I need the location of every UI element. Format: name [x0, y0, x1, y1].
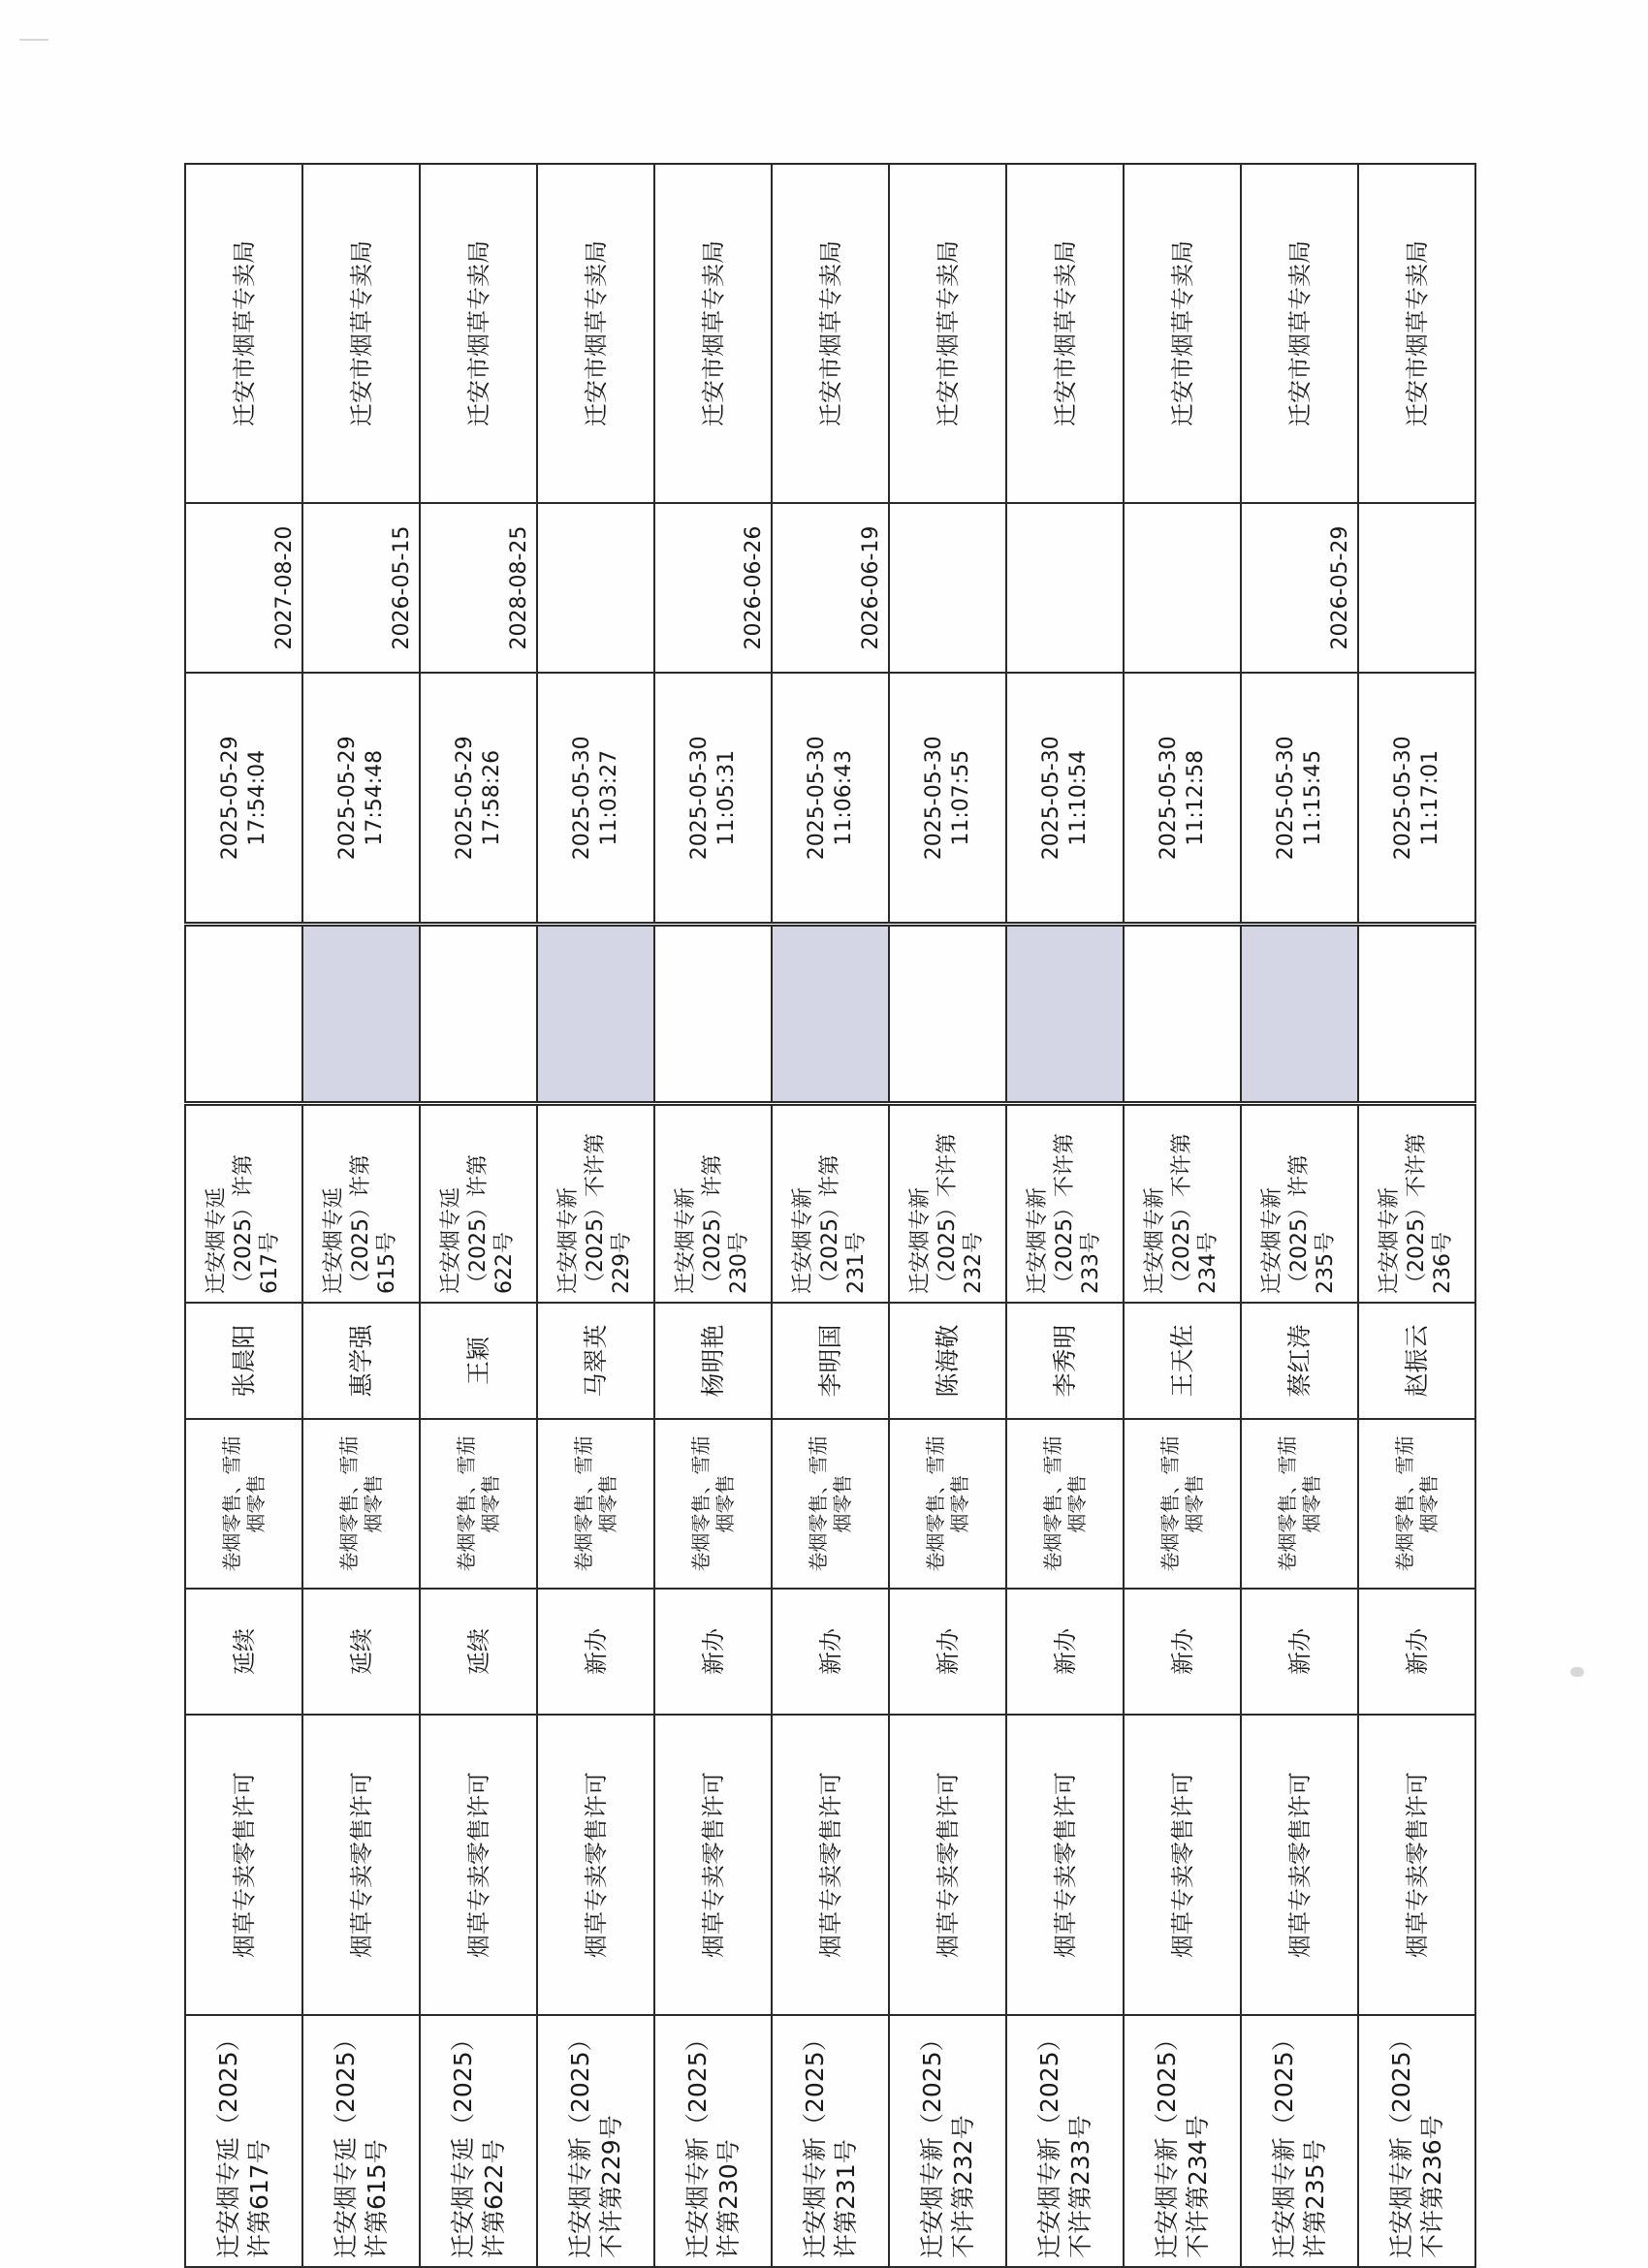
table-row [772, 164, 889, 2267]
decision-datetime-cell [302, 673, 420, 925]
table-row [537, 164, 654, 2267]
license-name-cell: 烟草专卖零售许可 [1358, 1715, 1475, 2015]
marker-cell [420, 925, 537, 1104]
license-name-cell: 烟草专卖零售许可 [1006, 1715, 1124, 2015]
issuing-authority-cell: 迁安市烟草专卖局 [185, 164, 302, 503]
table-row [1241, 164, 1358, 2267]
business-scope-cell: 卷烟零售、雪茄烟零售 [654, 1419, 772, 1589]
application-type-cell: 延续 [302, 1589, 420, 1715]
decision-document-cell: 迁安烟专延（2025）许第622号 [420, 1104, 537, 1303]
decision-datetime-cell [654, 673, 772, 925]
decision-document-cell: 迁安烟专新（2025）不许第234号 [1124, 1104, 1241, 1303]
decision-date: 2025-05-30 [805, 736, 829, 861]
table-row [1358, 164, 1475, 2267]
decision-date: 2025-05-30 [1274, 736, 1298, 861]
license-number-cell: 迁安烟专新（2025）许第235号 [1241, 2015, 1358, 2267]
license-name-cell: 烟草专卖零售许可 [537, 1715, 654, 2015]
expiry-date-cell: 2026-05-29 [1241, 503, 1358, 673]
decision-date: 2025-05-30 [1157, 736, 1181, 861]
marker-cell [1241, 925, 1358, 1104]
scan-edge-mark [1570, 1667, 1584, 1677]
decision-date: 2025-05-30 [922, 736, 946, 861]
expiry-date-cell: 2026-06-19 [772, 503, 889, 673]
decision-document-cell: 迁安烟专新（2025）许第231号 [772, 1104, 889, 1303]
business-scope-cell: 卷烟零售、雪茄烟零售 [1006, 1419, 1124, 1589]
decision-date: 2025-05-29 [218, 736, 242, 861]
marker-cell [1006, 925, 1124, 1104]
license-number-cell: 迁安烟专延（2025）许第617号 [185, 2015, 302, 2267]
rotated-table-wrapper [184, 165, 1456, 2268]
license-holder-cell: 陈海敬 [889, 1303, 1006, 1419]
table-row [1006, 164, 1124, 2267]
decision-time: 11:07:55 [948, 749, 973, 846]
decision-time: 11:10:54 [1065, 749, 1091, 846]
decision-date: 2025-05-29 [453, 736, 477, 861]
issuing-authority-cell: 迁安市烟草专卖局 [1241, 164, 1358, 503]
license-name-cell: 烟草专卖零售许可 [185, 1715, 302, 2015]
license-name-cell: 烟草专卖零售许可 [1241, 1715, 1358, 2015]
expiry-date-cell [1124, 503, 1241, 673]
decision-time: 11:05:31 [713, 749, 739, 846]
license-holder-cell: 王天佐 [1124, 1303, 1241, 1419]
decision-datetime-cell [185, 673, 302, 925]
business-scope-cell: 卷烟零售、雪茄烟零售 [537, 1419, 654, 1589]
license-number-cell: 迁安烟专新（2025）不许第232号 [889, 2015, 1006, 2267]
decision-datetime-cell [1358, 673, 1475, 925]
application-type-cell: 新办 [889, 1589, 1006, 1715]
business-scope-cell: 卷烟零售、雪茄烟零售 [1241, 1419, 1358, 1589]
application-type-cell: 延续 [420, 1589, 537, 1715]
application-type-cell: 新办 [654, 1589, 772, 1715]
application-type-cell: 新办 [1241, 1589, 1358, 1715]
issuing-authority-cell: 迁安市烟草专卖局 [889, 164, 1006, 503]
license-number-cell: 迁安烟专新（2025）许第231号 [772, 2015, 889, 2267]
issuing-authority-cell: 迁安市烟草专卖局 [1006, 164, 1124, 503]
license-holder-cell: 赵振云 [1358, 1303, 1475, 1419]
decision-time: 11:06:43 [831, 749, 856, 846]
decision-document-cell: 迁安烟专延（2025）许第617号 [185, 1104, 302, 1303]
table-row [302, 164, 420, 2267]
license-name-cell: 烟草专卖零售许可 [420, 1715, 537, 2015]
decision-time: 11:15:45 [1300, 749, 1325, 846]
table-row [654, 164, 772, 2267]
decision-time: 11:17:01 [1417, 749, 1442, 846]
decision-datetime-cell [1241, 673, 1358, 925]
license-name-cell: 烟草专卖零售许可 [772, 1715, 889, 2015]
decision-date: 2025-05-30 [570, 736, 594, 861]
business-scope-cell: 卷烟零售、雪茄烟零售 [302, 1419, 420, 1589]
license-holder-cell: 李秀明 [1006, 1303, 1124, 1419]
decision-time: 17:58:26 [479, 749, 504, 846]
decision-datetime-cell [772, 673, 889, 925]
expiry-date-cell [1358, 503, 1475, 673]
business-scope-cell: 卷烟零售、雪茄烟零售 [1124, 1419, 1241, 1589]
decision-time: 17:54:48 [362, 749, 387, 846]
license-number-cell: 迁安烟专新（2025）不许第229号 [537, 2015, 654, 2267]
issuing-authority-cell: 迁安市烟草专卖局 [772, 164, 889, 503]
decision-document-cell: 迁安烟专新（2025）不许第232号 [889, 1104, 1006, 1303]
table-row [420, 164, 537, 2267]
decision-time: 11:12:58 [1183, 749, 1208, 846]
decision-document-cell: 迁安烟专新（2025）许第235号 [1241, 1104, 1358, 1303]
marker-cell [537, 925, 654, 1104]
decision-date: 2025-05-30 [687, 736, 712, 861]
marker-cell [772, 925, 889, 1104]
license-number-cell: 迁安烟专新（2025）许第230号 [654, 2015, 772, 2267]
expiry-date-cell [537, 503, 654, 673]
application-type-cell: 新办 [537, 1589, 654, 1715]
expiry-date-cell: 2026-05-15 [302, 503, 420, 673]
application-type-cell: 新办 [1124, 1589, 1241, 1715]
marker-cell [889, 925, 1006, 1104]
business-scope-cell: 卷烟零售、雪茄烟零售 [889, 1419, 1006, 1589]
marker-cell [1358, 925, 1475, 1104]
license-number-cell: 迁安烟专延（2025）许第615号 [302, 2015, 420, 2267]
decision-document-cell: 迁安烟专延（2025）许第615号 [302, 1104, 420, 1303]
decision-document-cell: 迁安烟专新（2025）不许第229号 [537, 1104, 654, 1303]
license-name-cell: 烟草专卖零售许可 [302, 1715, 420, 2015]
expiry-date-cell: 2028-08-25 [420, 503, 537, 673]
decision-date: 2025-05-30 [1039, 736, 1063, 861]
application-type-cell: 新办 [1006, 1589, 1124, 1715]
decision-date: 2025-05-29 [335, 736, 360, 861]
decision-time: 17:54:04 [244, 749, 269, 846]
license-number-cell: 迁安烟专新（2025）不许第234号 [1124, 2015, 1241, 2267]
table-row [889, 164, 1006, 2267]
issuing-authority-cell: 迁安市烟草专卖局 [302, 164, 420, 503]
issuing-authority-cell: 迁安市烟草专卖局 [537, 164, 654, 503]
license-holder-cell: 蔡红涛 [1241, 1303, 1358, 1419]
scan-edge-mark [19, 39, 48, 41]
license-name-cell: 烟草专卖零售许可 [889, 1715, 1006, 2015]
expiry-date-cell [889, 503, 1006, 673]
marker-cell [185, 925, 302, 1104]
license-holder-cell: 李明国 [772, 1303, 889, 1419]
table-row [185, 164, 302, 2267]
marker-cell [1124, 925, 1241, 1104]
table-row [1124, 164, 1241, 2267]
issuing-authority-cell: 迁安市烟草专卖局 [420, 164, 537, 503]
license-number-cell: 迁安烟专新（2025）不许第236号 [1358, 2015, 1475, 2267]
decision-document-cell: 迁安烟专新（2025）不许第233号 [1006, 1104, 1124, 1303]
license-table [184, 163, 1476, 2268]
business-scope-cell: 卷烟零售、雪茄烟零售 [772, 1419, 889, 1589]
marker-cell [302, 925, 420, 1104]
license-holder-cell: 张晨阳 [185, 1303, 302, 1419]
license-number-cell: 迁安烟专延（2025）许第622号 [420, 2015, 537, 2267]
expiry-date-cell: 2026-06-26 [654, 503, 772, 673]
decision-document-cell: 迁安烟专新（2025）不许第236号 [1358, 1104, 1475, 1303]
decision-datetime-cell [1124, 673, 1241, 925]
license-number-cell: 迁安烟专新（2025）不许第233号 [1006, 2015, 1124, 2267]
license-holder-cell: 杨明艳 [654, 1303, 772, 1419]
decision-document-cell: 迁安烟专新（2025）许第230号 [654, 1104, 772, 1303]
application-type-cell: 新办 [1358, 1589, 1475, 1715]
issuing-authority-cell: 迁安市烟草专卖局 [654, 164, 772, 503]
decision-datetime-cell [537, 673, 654, 925]
business-scope-cell: 卷烟零售、雪茄烟零售 [185, 1419, 302, 1589]
expiry-date-cell: 2027-08-20 [185, 503, 302, 673]
decision-datetime-cell [1006, 673, 1124, 925]
business-scope-cell: 卷烟零售、雪茄烟零售 [420, 1419, 537, 1589]
application-type-cell: 新办 [772, 1589, 889, 1715]
license-holder-cell: 惠学强 [302, 1303, 420, 1419]
expiry-date-cell [1006, 503, 1124, 673]
marker-cell [654, 925, 772, 1104]
license-holder-cell: 王颖 [420, 1303, 537, 1419]
license-name-cell: 烟草专卖零售许可 [1124, 1715, 1241, 2015]
decision-datetime-cell [420, 673, 537, 925]
license-holder-cell: 马翠英 [537, 1303, 654, 1419]
decision-date: 2025-05-30 [1391, 736, 1415, 861]
application-type-cell: 延续 [185, 1589, 302, 1715]
decision-datetime-cell [889, 673, 1006, 925]
table-body [185, 164, 1475, 2267]
license-name-cell: 烟草专卖零售许可 [654, 1715, 772, 2015]
business-scope-cell: 卷烟零售、雪茄烟零售 [1358, 1419, 1475, 1589]
issuing-authority-cell: 迁安市烟草专卖局 [1124, 164, 1241, 503]
issuing-authority-cell: 迁安市烟草专卖局 [1358, 164, 1475, 503]
decision-time: 11:03:27 [596, 749, 621, 846]
